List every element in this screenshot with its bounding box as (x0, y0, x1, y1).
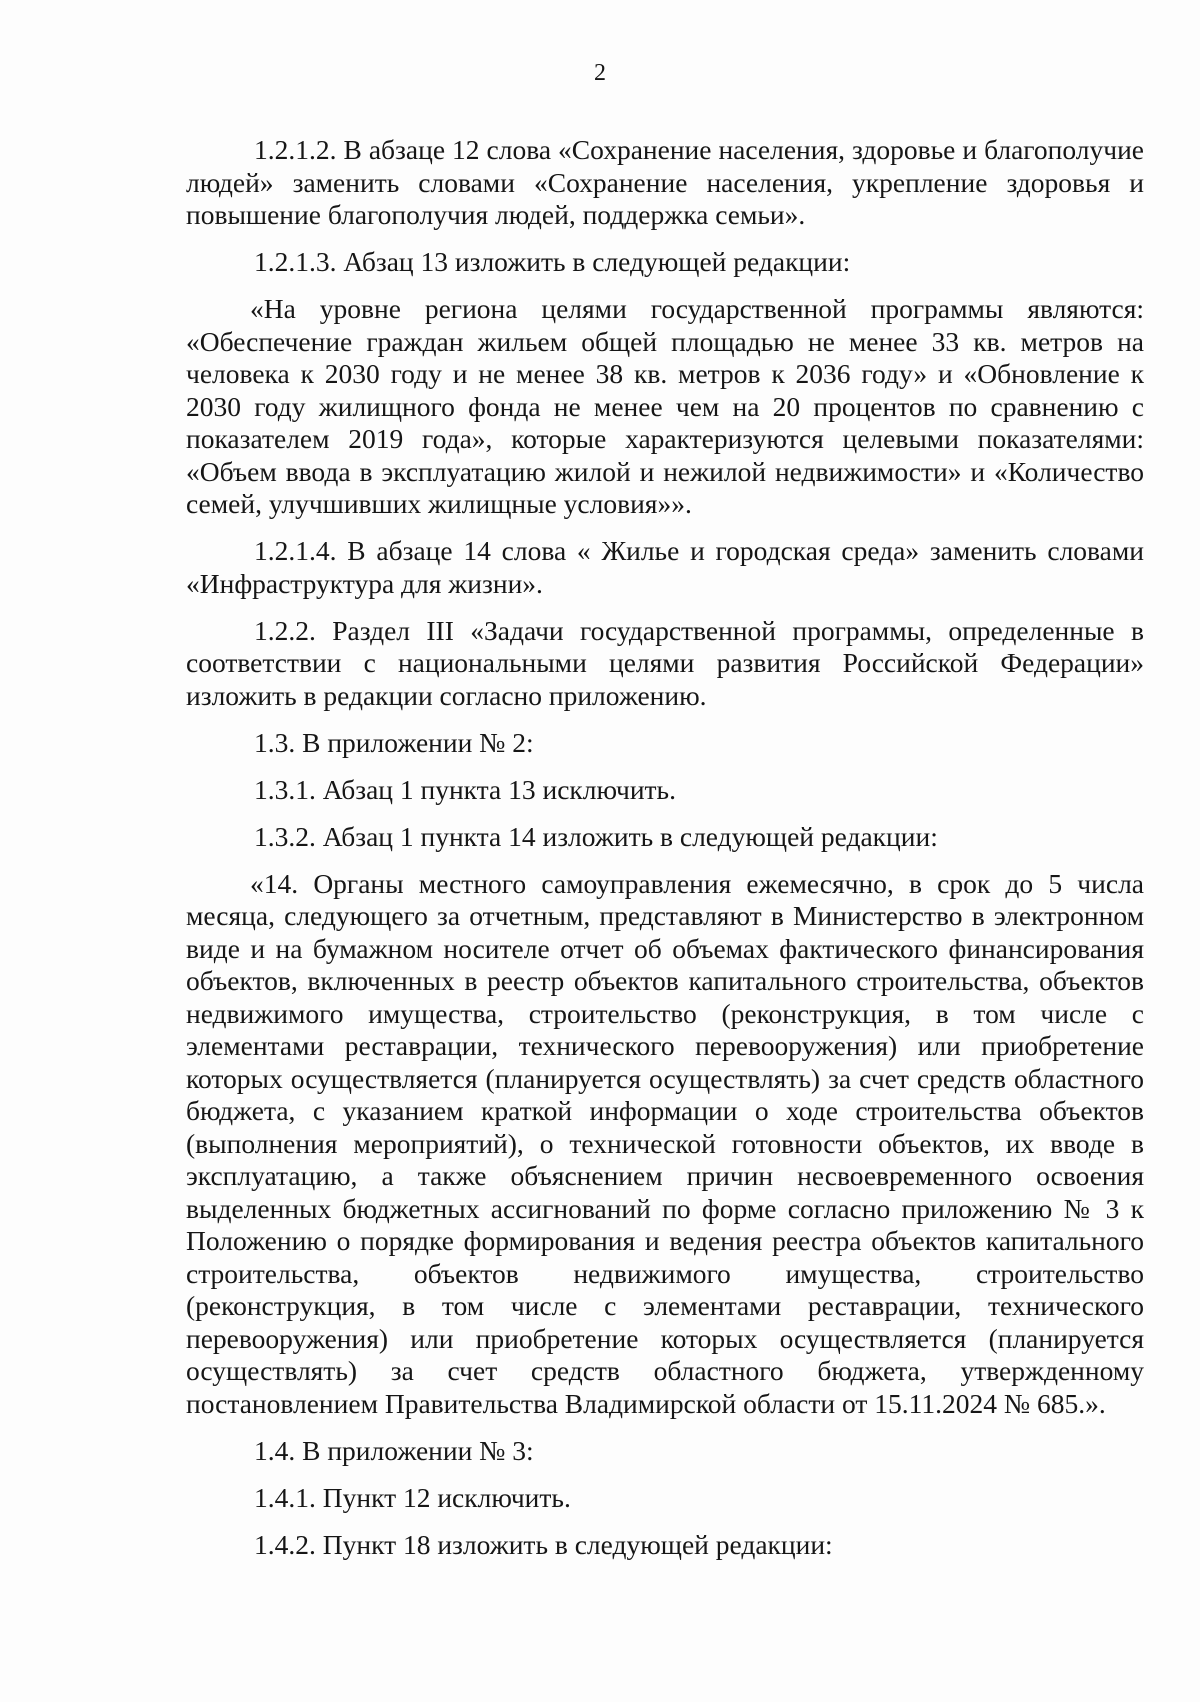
paragraph-1-2-1-3: 1.2.1.3. Абзац 13 изложить в следующей редакции: (254, 246, 851, 277)
paragraph-1-2-2: 1.2.2. Раздел III «Задачи государственной программы, определенные в соответствии с национальными целями развития Российской Федерации» изложить в редакции согласно приложению. (186, 614, 1144, 711)
quoted-paragraph-14: «14. Органы местного самоуправления ежемесячно, в срок до 5 числа месяца, следующего за отчетным, представляют в Министерство в электронном виде и на бумажном носителе отчет об объемах фактического финансирования объектов, включенных в реестр объектов капитального строительства, объектов недвижимого имущества, строительство (реконструкция, в том числе с элементами реставрации, технического перевооружения) или приобретение которых осуществляется (планируется осуществлять) за счет средств областного бюджета, с указанием краткой информации о ходе строительства объектов (выполнения мероприятий), о технической готовности объектов, их вводе в эксплуатацию, а также объяснением причин несвоевременного освоения выделенных бюджетных ассигнований по форме согласно приложению № 3 к Положению о порядке формирования и ведения реестра объектов капитального строительства, объектов недвижимого имущества, строительство (реконструкция, в том числе с элементами реставрации, технического перевооружения) или приобретение которых осуществляется (планируется осуществлять) за счет средств областного бюджета, утвержденному постановлением Правительства Владимирской области от 15.11.2024 № 685.». (186, 867, 1144, 1419)
paragraph-1-3: 1.3. В приложении № 2: (254, 726, 534, 758)
paragraph-1-2-1-4: 1.2.1.4. В абзаце 14 слова « Жилье и городская среда» заменить словами «Инфраструктура для жизни». (186, 535, 1144, 599)
paragraph-1-4-1: 1.4.1. Пункт 12 исключить. (254, 1481, 571, 1513)
paragraph-1-2-1-2: 1.2.1.2. В абзаце 12 слова «Сохранение населения, здоровье и благополучие людей» заменить словами «Сохранение населения, укрепление здоровья и повышение благополучия людей, поддержка семьи». (186, 134, 1144, 230)
paragraph-1-4-2: 1.4.2. Пункт 18 изложить в следующей редакции: (254, 1528, 833, 1560)
quoted-paragraph-13: «На уровне региона целями государственной программы являются: «Обеспечение граждан жильем общей площадью не менее 33 кв. метров на человека к 2030 году и не менее 38 кв. метров к 2036 году» и «Обновление к 2030 году жилищного фонда не менее чем на 20 процентов по сравнению с показателем 2019 года», которые характеризуются целевыми показателями: «Объем ввода в эксплуатацию жилой и нежилой недвижимости» и «Количество семей, улучшивших жилищные условия»». (186, 293, 1144, 519)
page-number: 2 (594, 60, 606, 86)
document-body (186, 134, 1144, 1576)
paragraph-1-3-1: 1.3.1. Абзац 1 пункта 13 исключить. (254, 773, 676, 805)
paragraph-1-3-2: 1.3.2. Абзац 1 пункта 14 изложить в следующей редакции: (254, 820, 938, 852)
paragraph-1-4: 1.4. В приложении № 3: (254, 1434, 534, 1466)
